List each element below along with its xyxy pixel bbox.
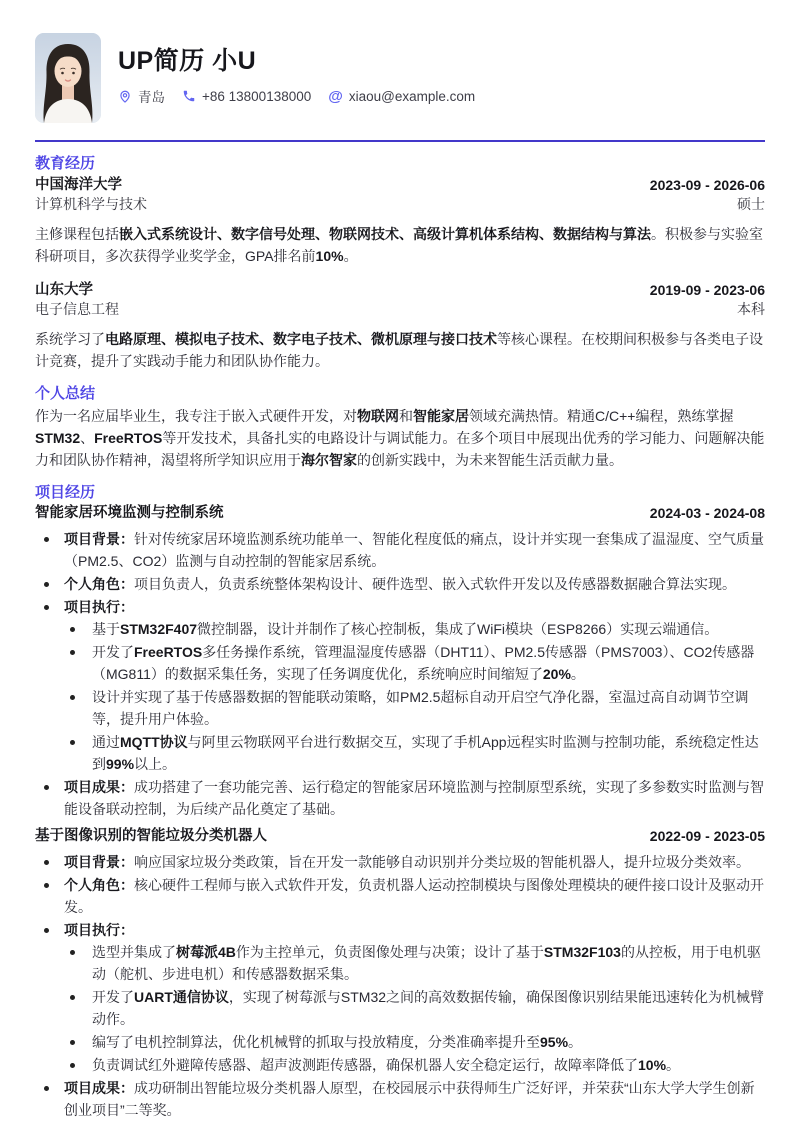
sub-bullet-item: [64, 731, 765, 775]
project-title: 智能家居环境监测与控制系统: [35, 505, 224, 521]
section-summary: [35, 385, 765, 471]
email-at-icon: @: [328, 87, 343, 105]
avatar: [35, 33, 101, 123]
sub-bullet-item: [64, 641, 765, 685]
sub-bullet-text: 通过MQTT协议与阿里云物联网平台进行数据交互，实现了手机App远程实时监测与控制功能，系统稳定性达到99%以上。: [92, 734, 759, 772]
sub-bullet-item: [64, 618, 765, 640]
project-smart-home: [35, 504, 765, 820]
bullet-item: [35, 851, 765, 873]
bullet-text: 项目执行：: [64, 922, 134, 938]
location-text: 青岛: [138, 90, 165, 105]
summary-section-title: 个人总结: [35, 385, 96, 402]
contact-location: [118, 86, 165, 106]
education-date: 2023-09 - 2026-06: [649, 177, 765, 193]
project-date: 2024-03 - 2024-08: [649, 505, 765, 521]
section-education: [35, 155, 765, 372]
header-divider: [35, 140, 765, 142]
bullet-text: 项目执行：: [64, 599, 134, 615]
education-description: 主修课程包括嵌入式系统设计、数字信号处理、物联网技术、高级计算机体系结构、数据结构与算法。积极参与实验室科研项目，多次获得学业奖学金，GPA排名前10%。: [35, 226, 763, 264]
header-text: [118, 33, 475, 123]
sub-bullet-item: [64, 941, 765, 985]
contact-email: [328, 89, 475, 104]
sub-bullet-text: 基于STM32F407微控制器，设计并制作了核心控制板，集成了WiFi模块（ESP8266）实现云端通信。: [92, 621, 719, 637]
sub-bullet-list: [64, 618, 765, 775]
bullet-item: [35, 1077, 765, 1121]
phone-icon: [182, 89, 196, 103]
email-text: xiaou@example.com: [348, 88, 476, 104]
bullet-item: [35, 919, 765, 1076]
candidate-name: UP简历 小U: [118, 47, 257, 75]
bullet-text: 项目背景：响应国家垃圾分类政策，旨在开发一款能够自动识别并分类垃圾的智能机器人，提升垃圾分类效率。: [64, 854, 750, 870]
bullet-item: [35, 874, 765, 918]
location-pin-icon: [118, 89, 132, 104]
bullet-text: 项目成果：成功研制出智能垃圾分类机器人原型，在校园展示中获得师生广泛好评，并荣获“山东大学大学生创新创业项目”二等奖。: [64, 1080, 755, 1118]
project-bullet-list: [35, 528, 765, 820]
sub-bullet-item: [64, 1054, 765, 1076]
education-date: 2019-09 - 2023-06: [649, 282, 765, 298]
school-name: 山东大学: [35, 282, 93, 298]
education-entry: [35, 281, 765, 372]
resume-header: [35, 33, 765, 123]
sub-bullet-text: 编写了电机控制算法，优化机械臂的抓取与投放精度，分类准确率提升至95%。: [92, 1034, 583, 1050]
projects-section-title: 项目经历: [35, 484, 96, 501]
education-description: 系统学习了电路原理、模拟电子技术、数字电子技术、微机原理与接口技术等核心课程。在校期间积极参与各类电子设计竞赛，提升了实践动手能力和团队协作能力。: [35, 331, 763, 369]
section-projects: [35, 484, 765, 1121]
sub-bullet-item: [64, 986, 765, 1030]
summary-text: 作为一名应届毕业生，我专注于嵌入式硬件开发，对物联网和智能家居领域充满热情。精通C/C++编程，熟练掌握STM32、FreeRTOS等开发技术，具备扎实的电路设计与调试能力。在多个项目中展现出优秀的学习能力、问题解决能力和团队协作精神，渴望将所学知识应用于海尔智家的创新实践中，为未来智能生活贡献力量。: [35, 408, 765, 468]
school-name: 中国海洋大学: [35, 177, 122, 193]
sub-bullet-text: 负责调试红外避障传感器、超声波测距传感器，确保机器人安全稳定运行，故障率降低了10%。: [92, 1057, 681, 1073]
bullet-text: 项目背景：针对传统家居环境监测系统功能单一、智能化程度低的痛点，设计并实现一套集成了温湿度、空气质量（PM2.5、CO2）监测与自动控制的智能家居系统。: [64, 531, 764, 569]
contact-row: [118, 86, 475, 106]
bullet-text: 项目成果：成功搭建了一套功能完善、运行稳定的智能家居环境监测与控制原型系统，实现了多参数实时监测与智能设备联动控制，为后续产品化奠定了基础。: [64, 779, 764, 817]
degree: 本科: [737, 301, 765, 317]
major: 电子信息工程: [35, 301, 119, 317]
project-bullet-list: [35, 851, 765, 1121]
bullet-item: [35, 528, 765, 572]
education-entry: [35, 176, 765, 267]
project-title: 基于图像识别的智能垃圾分类机器人: [35, 828, 267, 844]
phone-text: +86 13800138000: [202, 88, 312, 104]
sub-bullet-text: 设计并实现了基于传感器数据的智能联动策略，如PM2.5超标自动开启空气净化器，室温过高自动调节空调等，提升用户体验。: [92, 689, 749, 727]
sub-bullet-list: [64, 941, 765, 1076]
sub-bullet-text: 开发了UART通信协议，实现了树莓派与STM32之间的高效数据传输，确保图像识别结果能迅速转化为机械臂动作。: [92, 989, 765, 1027]
project-trash-robot: [35, 827, 765, 1121]
avatar-illustration: [35, 33, 101, 123]
sub-bullet-text: 开发了FreeRTOS多任务操作系统，管理温湿度传感器（DHT11）、PM2.5传感器（PMS7003）、CO2传感器（MG811）的数据采集任务，实现了任务调度优化，系统响应时间缩短了20%。: [92, 644, 755, 682]
bullet-item: [35, 596, 765, 775]
sub-bullet-text: 选型并集成了树莓派4B作为主控单元，负责图像处理与决策；设计了基于STM32F103的从控板，用于电机驱动（舵机、步进电机）和传感器数据采集。: [92, 944, 761, 982]
bullet-text: 个人角色：核心硬件工程师与嵌入式软件开发，负责机器人运动控制模块与图像处理模块的硬件接口设计及驱动开发。: [64, 877, 764, 915]
sub-bullet-item: [64, 686, 765, 730]
contact-phone: [182, 89, 311, 104]
bullet-text: 个人角色：项目负责人，负责系统整体架构设计、硬件选型、嵌入式软件开发以及传感器数据融合算法实现。: [64, 576, 736, 592]
bullet-item: [35, 573, 765, 595]
bullet-item: [35, 776, 765, 820]
sub-bullet-item: [64, 1031, 765, 1053]
major: 计算机科学与技术: [35, 196, 147, 212]
education-section-title: 教育经历: [35, 155, 96, 172]
degree: 硕士: [737, 196, 765, 212]
project-date: 2022-09 - 2023-05: [649, 828, 765, 844]
